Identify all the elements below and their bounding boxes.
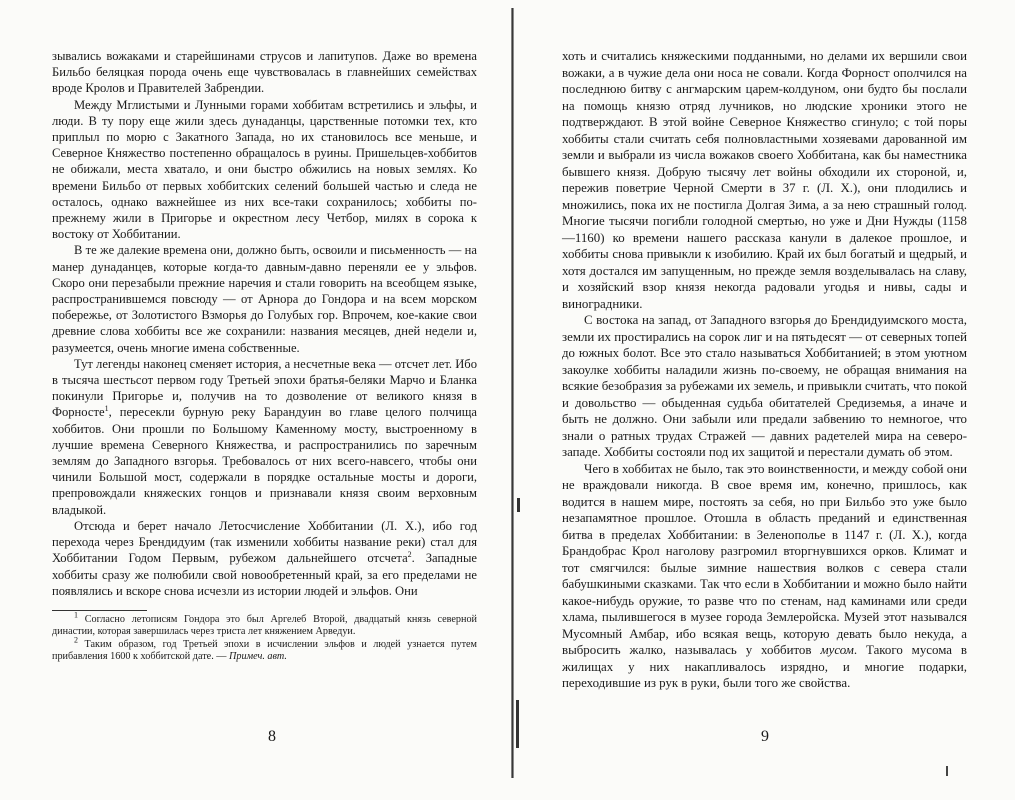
paragraph [562, 461, 967, 692]
footnote-2 [52, 635, 477, 664]
paragraph-text: Отсюда и берет начало Летосчисление Хоббитании (Л. Х.), ибо год перехода через Брендидуим (так изменили хоббиты название реки) стал для Хоббитании Годом Первым, рубежом дальнейшего отсчета [52, 518, 477, 566]
paragraph: В те же далекие времена они, должно быть, освоили и письменность — на манер дунаданцев, которые когда-то давным-давно переняли ее у эльфов. Скоро они перезабыли прежние наречия и стали говорить на всеобщем языке, распространившемся повсюду — от Арнора до Гондора и на всем морском побережье, от Золотистого Взморья до Голубых гор. Впрочем, кое-какие свои древние слова хоббиты все же сохранили: названия месяцев, дней недели и, разумеется, очень многие имена собственные. [52, 243, 477, 355]
footnote-text: Согласно летописям Гондора это был Аргелеб Второй, двадцатый князь северной династии, которая завершилась через триста лет княжением Арведуи. [52, 613, 478, 638]
footnote-ref-2[interactable]: 2 [407, 550, 412, 560]
right-page-body [562, 48, 967, 692]
footnote-mark: 2 [74, 635, 78, 645]
footnote-ref-1[interactable]: 1 [104, 404, 109, 414]
paragraph-text: Чего в хоббитах не было, так это воинственности, и между собой они не враждовали никогда. В свое время им, конечно, пришлось, как водится в нашем мире, постоять за себя, но при Бильбо это уже было незапамятное прошлое. Отошла в область преданий и единственная битва в пределах Хоббитании: в Зеленополье в 1147 г. (Л. Х.), когда Брандобрас Крол наголову разгромил вторгнувшихся орков. Климат и тот смягчился: былые зимние нашествия волков с севера стали бабушкиными сказками. Так что если в Хоббитании и можно было найти какое-нибудь оружие, то разве что по стенам, над каминами или среди хлама, пылившегося в музее города Землеройска. Музей этот назывался Мусомный Амбар, ибо всякая вещь, которую девать было некуда, а выбросить жалко, называлась у хоббитов [562, 461, 967, 657]
paragraph-text: . Западные хоббиты сразу же полюбили свой новообретенный край, за его пределами не появлялись и вскоре снова исчезли из истории людей и эльфов. Они [52, 551, 477, 598]
paragraph-text: . Такого мусома в жилищах у них накапливалось изрядно, и многие подарки, переходившие из рук в руки, были того же свойства. [562, 643, 967, 690]
footnote-rule [52, 610, 147, 611]
page-number-left: 8 [268, 728, 276, 745]
footnote-mark: 1 [74, 610, 78, 620]
left-page [52, 48, 477, 663]
scan-edge-mark [946, 766, 948, 776]
spine-shadow-mark [516, 700, 519, 748]
footnote-1 [52, 610, 478, 639]
paragraph: Между Мглистыми и Лунными горами хоббитам встретились и эльфы, и люди. В ту пору еще жили здесь дунаданцы, царственные потомки тех, кто приплыл по морю с Закатного Запада, но их становилось все меньше, и Северное Княжество постепенно обращалось в руины. Пришельцев-хоббитов не обижали, места хватало, и они быстро обжились на новых землях. Ко времени Бильбо от первых хоббитских селений большей частью и следа не осталось, однако важнейшее из них все-таки сохранилось; хоббиты по-прежнему жили в Пригорье и окрестном лесу Четбор, милях в сорока к востоку от Хоббитании. [52, 97, 477, 242]
paragraph: зывались вожаками и старейшинами струсов и лапитупов. Даже во времена Бильбо беляцкая порода очень еще чувствовалась в главнейших семействах вроде Кролов и Правителей Забрендии. [52, 49, 477, 96]
footnote-text: Таким образом, год Третьей эпохи в исчислении эльфов и людей узнается путем прибавления 1600 к хоббитской дате. — [52, 638, 477, 662]
paragraph-text: Тут легенды наконец сменяет история, а несчетные века — отсчет лет. Ибо в тысяча шестьсот первом году Третьей эпохи братья-беляки Марчо и Бланка покинули Пригорье и, получив на то дозволение от великого князя в Форносте [52, 356, 477, 420]
left-page-body [52, 48, 477, 599]
paragraph: С востока на запад, от Западного взгорья до Брендидуимского моста, земли их простирались на сорок лиг и на пятьдесят — от северных топей до южных болот. Все это стало называться Хоббитанией; в этом уютном закоулке хоббиты наладили жизнь по-своему, не обращая внимания на всякие безобразия за рубежами их земель, и привыкли считать, что покой и довольство — обыденная судьба обитателей Средиземья, а иначе и быть не должно. Они забыли или предали забвению то немногое, что знали о ратных трудах Стражей — давних радетелей мира на северо-западе. Хоббиты состояли под их защитой и перестали думать об этом. [562, 313, 967, 459]
paragraph: хоть и считались княжескими подданными, но делами их вершили свои вожаки, а в чужие дела они носа не совали. Когда Форност ополчился на последнюю битву с ангмарским царем-колдуном, они будто бы послали на помощь князю отряд лучников, но людские хроники этого не подтверждают. В этой войне Северное Княжество сгинуло; с той поры хоббиты стали считать себя полновластными хозяевами дарованной им земли и выбрали из числа вожаков своего Хоббитана, как бы наместника бывшего князя. Добрую тысячу лет войны обходили их стороной, и, пережив поветрие Черной Смерти в 37 г. (Л. Х.), они плодились и множились, пока их не постигла Долгая Зима, а за нею страшный голод. Многие тысячи погибли голодной смертью, но уже и Дни Нужды (1158—1160) ко времени нашего рассказа канули в далекое прошлое, и хоббиты снова привыкли к изобилию. Край их был богатый и щедрый, и хотя достался им запущенным, но прежде земля возделывалась на славу, и хозяйский взор князя некогда радовали угодья и нивы, сады и виноградники. [562, 49, 967, 311]
paragraph [52, 518, 477, 599]
paragraph-text: , пересекли бурную реку Барандуин во главе целого полчища хоббитов. Они прошли по Большому Каменному мосту, выстроенному в лучшие времена Северного Княжества, и распространились по заречным землям до Западного взгорья. Требовалось от них всего-навсего, чтобы они чинили Большой мост, содержали в порядке остальные мосты и дороги, препровождали княжеских гонцов и признавали князя своим верховным владыкой. [52, 405, 477, 517]
book-spine [511, 8, 514, 778]
italic-term: мусом [820, 643, 854, 657]
spine-shadow-mark [517, 498, 520, 512]
page-number-right: 9 [761, 728, 769, 745]
paragraph [52, 356, 477, 518]
footnote-attribution: Примеч. авт. [229, 650, 287, 662]
right-page [562, 48, 967, 692]
